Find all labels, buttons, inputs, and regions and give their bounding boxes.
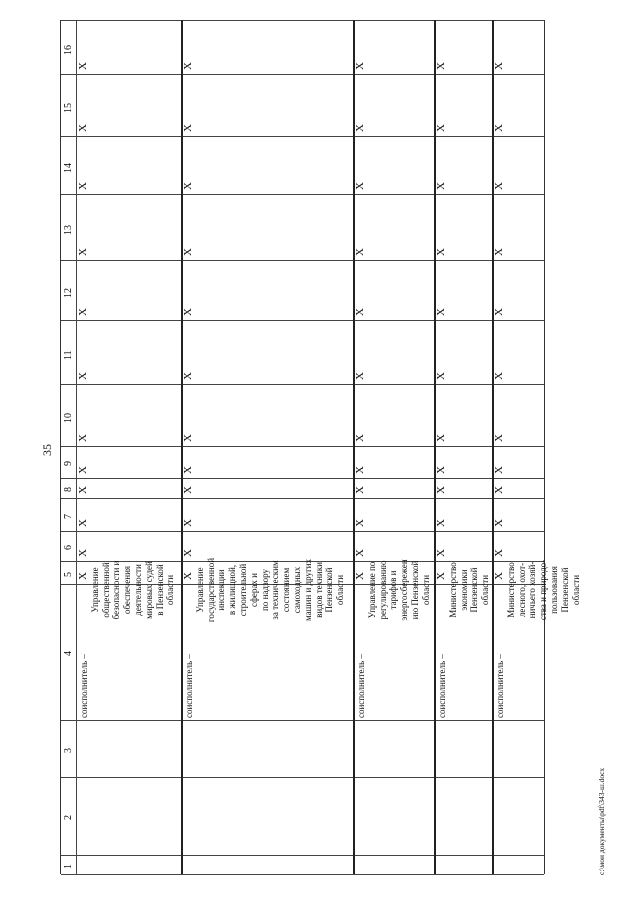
x-mark: X: [354, 308, 366, 316]
x-mark: X: [493, 466, 505, 474]
column-number: 6: [63, 545, 74, 550]
x-mark: X: [493, 308, 505, 316]
x-mark: X: [354, 372, 366, 380]
footer-file-path: c:\мои документы\pdf\343-ш.docx: [597, 767, 606, 875]
executor-line: Пензенской: [559, 567, 570, 613]
x-mark: X: [182, 519, 194, 527]
x-mark: X: [354, 182, 366, 190]
x-mark: X: [354, 519, 366, 527]
x-mark: X: [77, 519, 89, 527]
x-mark: X: [435, 572, 447, 580]
x-mark: X: [354, 434, 366, 442]
executor-line: области: [480, 574, 491, 606]
executor-line: Пензенской: [324, 567, 335, 613]
executor-cell: [495, 462, 581, 718]
executor-line: обеспечения: [122, 565, 133, 615]
column-border: [61, 874, 544, 875]
x-mark: X: [435, 372, 447, 380]
x-mark: X: [77, 248, 89, 256]
x-mark: X: [493, 124, 505, 132]
column-border: [61, 320, 544, 321]
x-mark: X: [435, 124, 447, 132]
executor-line: государственной: [205, 557, 216, 623]
row-border: [353, 20, 355, 874]
executor-line: ию Пензенской: [409, 560, 420, 620]
column-number: 9: [63, 461, 74, 466]
x-mark: X: [493, 182, 505, 190]
executor-line: соисполнитель –: [184, 654, 194, 718]
column-border: [61, 194, 544, 195]
column-number: 12: [63, 288, 74, 298]
column-number: 4: [63, 651, 74, 656]
x-mark: X: [493, 372, 505, 380]
executor-line: мировых судей: [143, 561, 154, 619]
executor-line: области: [335, 574, 346, 606]
column-border: [61, 777, 544, 778]
executor-line: Министерство: [505, 562, 516, 618]
x-mark: X: [493, 519, 505, 527]
executor-line: самоходных: [291, 566, 302, 614]
column-border: [61, 720, 544, 721]
x-mark: X: [354, 248, 366, 256]
executor-line: регулированию: [377, 560, 388, 620]
executor-line: соисполнитель –: [79, 654, 89, 718]
executor-line: по надзору: [259, 569, 270, 611]
row-border: [434, 20, 436, 874]
x-mark: X: [182, 372, 194, 380]
executor-line: энергосбережен: [399, 559, 410, 621]
executor-line: деятельности: [132, 564, 143, 616]
x-mark: X: [77, 486, 89, 494]
x-mark: X: [182, 572, 194, 580]
column-number: 15: [63, 103, 74, 113]
column-number: 14: [63, 163, 74, 173]
column-number: 10: [63, 413, 74, 423]
x-mark: X: [77, 182, 89, 190]
executor-line: безопасности и: [111, 560, 122, 620]
x-mark: X: [182, 124, 194, 132]
x-mark: X: [435, 519, 447, 527]
x-mark: X: [77, 372, 89, 380]
column-border: [61, 855, 544, 856]
x-mark: X: [354, 124, 366, 132]
executor-line: области: [570, 574, 581, 606]
column-border: [61, 74, 544, 75]
column-number: 11: [63, 350, 74, 360]
column-number: 3: [63, 747, 74, 753]
x-mark: X: [354, 572, 366, 580]
executor-line: в Пензенской: [154, 564, 165, 616]
x-mark: X: [77, 434, 89, 442]
column-border: [61, 20, 544, 21]
column-border: [61, 136, 544, 137]
executor-line: инспекции: [216, 569, 227, 611]
executor-line: видов техники: [313, 562, 324, 618]
x-mark: X: [493, 572, 505, 580]
x-mark: X: [435, 466, 447, 474]
x-mark: X: [182, 308, 194, 316]
rotated-table: [60, 20, 581, 874]
executor-line: строительной: [237, 563, 248, 617]
x-mark: X: [77, 549, 89, 557]
x-mark: X: [182, 248, 194, 256]
x-mark: X: [493, 486, 505, 494]
x-mark: X: [77, 62, 89, 70]
executor-line: машин и других: [302, 559, 313, 621]
row-border: [181, 20, 183, 874]
x-mark: X: [354, 549, 366, 557]
x-mark: X: [77, 466, 89, 474]
executor-line: лесного, охот-: [516, 562, 527, 618]
column-number: 1: [63, 863, 74, 869]
executor-line: за техническим: [270, 560, 281, 620]
x-mark: X: [182, 466, 194, 474]
executor-line: ства и природо-: [538, 559, 549, 621]
x-mark: X: [435, 62, 447, 70]
executor-line: ничьего хозяй-: [527, 561, 538, 619]
column-number: 13: [63, 225, 74, 235]
x-mark: X: [182, 182, 194, 190]
x-mark: X: [182, 62, 194, 70]
x-mark: X: [77, 572, 89, 580]
executor-line: Управление: [194, 567, 205, 613]
executor-line: сферах и: [248, 573, 259, 607]
column-border: [61, 446, 544, 447]
row-border: [76, 20, 77, 874]
executor-cell: [356, 462, 432, 718]
column-number: 5: [63, 571, 74, 577]
executor-cell: [437, 462, 491, 718]
executor-cell: [184, 462, 346, 718]
x-mark: X: [354, 486, 366, 494]
executor-line: в жилищной,: [227, 564, 238, 616]
x-mark: X: [435, 549, 447, 557]
x-mark: X: [435, 434, 447, 442]
x-mark: X: [435, 248, 447, 256]
x-mark: X: [435, 182, 447, 190]
column-number: 7: [63, 513, 74, 519]
executor-line: общественной: [100, 562, 111, 618]
executor-line: соисполнитель –: [356, 654, 366, 718]
executor-line: Министерство: [447, 562, 458, 618]
column-border: [61, 260, 544, 261]
x-mark: X: [493, 248, 505, 256]
page-number: 35: [40, 444, 54, 456]
column-number: 16: [63, 45, 74, 55]
x-mark: X: [435, 308, 447, 316]
executor-line: соисполнитель –: [495, 654, 505, 718]
row-border: [492, 20, 494, 874]
column-number: 8: [63, 487, 74, 492]
x-mark: X: [493, 434, 505, 442]
executor-line: Управление: [89, 567, 100, 613]
x-mark: X: [77, 124, 89, 132]
x-mark: X: [493, 549, 505, 557]
executor-line: области: [165, 574, 176, 606]
x-mark: X: [182, 434, 194, 442]
executor-line: экономики: [458, 569, 469, 611]
x-mark: X: [182, 549, 194, 557]
executor-line: пользования: [548, 566, 559, 614]
column-number: 2: [63, 815, 74, 820]
column-border: [61, 384, 544, 385]
executor-line: тарифов и: [388, 570, 399, 610]
x-mark: X: [77, 308, 89, 316]
executor-line: состоянием: [281, 567, 292, 613]
executor-line: соисполнитель –: [437, 654, 447, 718]
x-mark: X: [435, 486, 447, 494]
executor-cell: [79, 462, 176, 718]
executor-line: Управление по: [366, 561, 377, 619]
x-mark: X: [493, 62, 505, 70]
x-mark: X: [182, 486, 194, 494]
x-mark: X: [354, 62, 366, 70]
executor-line: области: [420, 574, 431, 606]
x-mark: X: [354, 466, 366, 474]
executor-line: Пензенской: [469, 567, 480, 613]
